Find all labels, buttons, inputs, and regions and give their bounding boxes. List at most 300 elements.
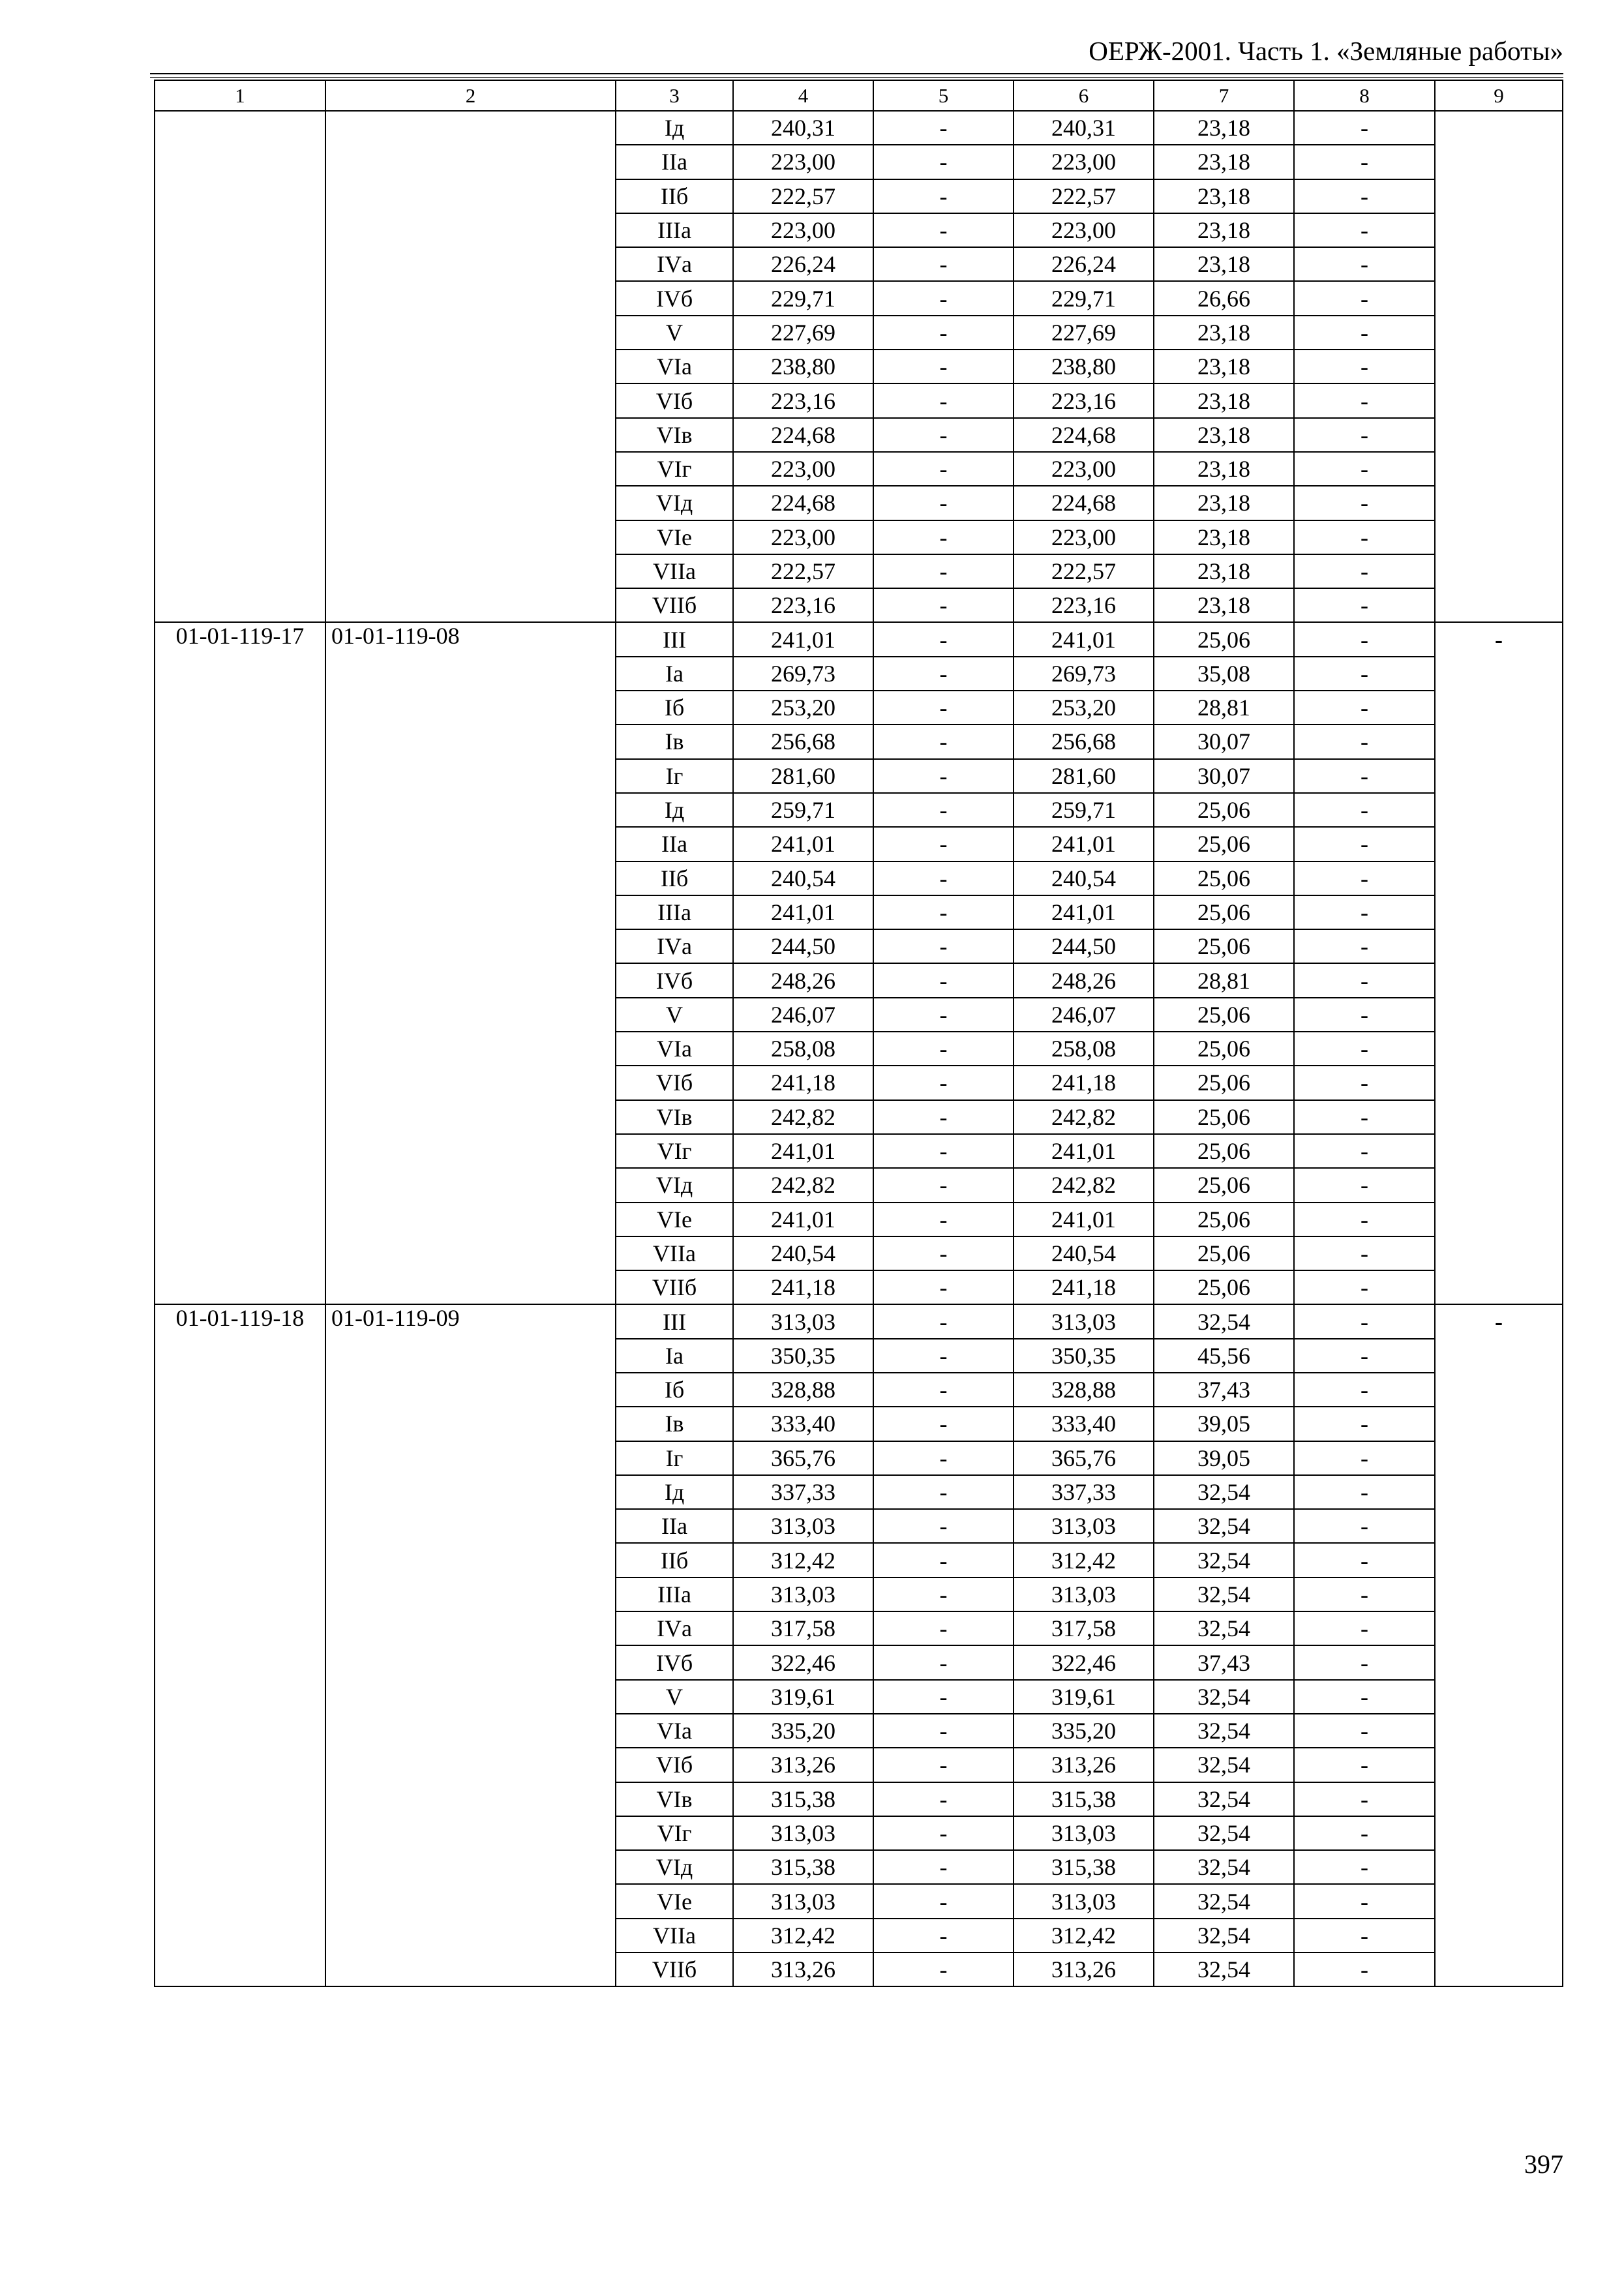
value-cell: 241,01: [733, 1134, 873, 1168]
category-cell: Iв: [616, 725, 733, 758]
value-cell: -: [873, 1270, 1014, 1304]
value-cell: 223,16: [1014, 383, 1154, 417]
category-cell: Iг: [616, 1441, 733, 1475]
value-cell: 32,54: [1154, 1919, 1294, 1952]
value-cell: -: [873, 1611, 1014, 1645]
value-cell: -: [873, 418, 1014, 452]
value-cell: -: [873, 1680, 1014, 1714]
value-cell: 281,60: [1014, 759, 1154, 793]
value-cell: 313,26: [1014, 1952, 1154, 1986]
value-cell: -: [873, 622, 1014, 656]
value-cell: 45,56: [1154, 1339, 1294, 1373]
value-cell: 242,82: [733, 1100, 873, 1134]
column-number-row: [155, 80, 1563, 111]
value-cell: 25,06: [1154, 1236, 1294, 1270]
category-cell: VIв: [616, 1100, 733, 1134]
value-cell: 335,20: [733, 1714, 873, 1748]
page-number: 397: [1524, 2149, 1563, 2179]
value-cell: 317,58: [1014, 1611, 1154, 1645]
category-cell: VIе: [616, 520, 733, 554]
value-cell: 248,26: [1014, 963, 1154, 997]
category-cell: VIе: [616, 1884, 733, 1918]
value-cell: 241,01: [1014, 1203, 1154, 1236]
value-cell: 25,06: [1154, 929, 1294, 963]
value-cell: 313,03: [733, 1578, 873, 1611]
value-cell: 39,05: [1154, 1441, 1294, 1475]
value-cell: 25,06: [1154, 1270, 1294, 1304]
value-cell: -: [1294, 1611, 1435, 1645]
value-cell: -: [1294, 588, 1435, 622]
value-cell: 224,68: [733, 418, 873, 452]
value-cell: 37,43: [1154, 1373, 1294, 1407]
value-cell: -: [873, 486, 1014, 520]
value-cell: 28,81: [1154, 963, 1294, 997]
value-cell: -: [1294, 1236, 1435, 1270]
category-cell: IIб: [616, 861, 733, 895]
value-cell: -: [1294, 827, 1435, 861]
category-cell: IVа: [616, 929, 733, 963]
value-cell: 259,71: [1014, 793, 1154, 827]
value-cell: 32,54: [1154, 1748, 1294, 1782]
code-cell: 01-01-119-17: [155, 622, 325, 1304]
value-cell: -: [1294, 1270, 1435, 1304]
value-cell: -: [873, 1543, 1014, 1577]
value-cell: -: [873, 691, 1014, 725]
value-cell: 224,68: [733, 486, 873, 520]
value-cell: -: [873, 861, 1014, 895]
value-cell: -: [873, 1714, 1014, 1748]
category-cell: IIа: [616, 827, 733, 861]
value-cell: 224,68: [1014, 418, 1154, 452]
value-cell: -: [1294, 861, 1435, 895]
value-cell: 23,18: [1154, 418, 1294, 452]
value-cell: -: [873, 1373, 1014, 1407]
value-cell: 32,54: [1154, 1782, 1294, 1816]
value-cell: -: [873, 759, 1014, 793]
value-cell: 269,73: [733, 657, 873, 691]
value-cell: -: [1294, 1168, 1435, 1202]
value-cell: 313,03: [733, 1884, 873, 1918]
value-cell: -: [873, 350, 1014, 383]
value-cell: 312,42: [733, 1543, 873, 1577]
value-cell: 337,33: [1014, 1475, 1154, 1509]
value-cell: 23,18: [1154, 111, 1294, 145]
value-cell: -: [1294, 1850, 1435, 1884]
column-number: 5: [873, 80, 1014, 111]
value-cell: -: [1294, 929, 1435, 963]
value-cell: 240,31: [733, 111, 873, 145]
value-cell: -: [1294, 111, 1435, 145]
value-cell: -: [873, 1134, 1014, 1168]
value-cell: -: [1294, 1407, 1435, 1441]
category-cell: VIа: [616, 350, 733, 383]
value-cell: 223,00: [733, 213, 873, 247]
value-cell: -: [1294, 1543, 1435, 1577]
value-cell: 23,18: [1154, 520, 1294, 554]
value-cell: 242,82: [1014, 1168, 1154, 1202]
value-cell: 322,46: [733, 1645, 873, 1679]
value-cell: -: [1294, 1816, 1435, 1850]
value-cell: -: [873, 281, 1014, 315]
value-cell: 35,08: [1154, 657, 1294, 691]
value-cell: 32,54: [1154, 1509, 1294, 1543]
value-cell: -: [1294, 316, 1435, 350]
value-cell: 246,07: [733, 998, 873, 1032]
category-cell: VIIб: [616, 1270, 733, 1304]
value-cell: 241,18: [733, 1066, 873, 1100]
value-cell: 23,18: [1154, 452, 1294, 486]
value-cell: 223,16: [1014, 588, 1154, 622]
value-cell: -: [873, 383, 1014, 417]
value-cell: -: [1294, 1509, 1435, 1543]
code-cell: 01-01-119-18: [155, 1304, 325, 1986]
value-cell: 222,57: [733, 179, 873, 213]
category-cell: VIа: [616, 1714, 733, 1748]
category-cell: Iа: [616, 657, 733, 691]
value-cell: -: [1294, 179, 1435, 213]
value-cell: 25,06: [1154, 1032, 1294, 1066]
value-cell: -: [873, 1816, 1014, 1850]
value-cell: -: [873, 1168, 1014, 1202]
value-cell: -: [873, 247, 1014, 281]
column-number: 3: [616, 80, 733, 111]
value-cell: 241,01: [1014, 827, 1154, 861]
value-cell: -: [873, 1952, 1014, 1986]
value-cell: 313,26: [733, 1748, 873, 1782]
category-cell: IIIа: [616, 895, 733, 929]
value-cell: 229,71: [733, 281, 873, 315]
value-cell: 241,18: [733, 1270, 873, 1304]
value-cell: -: [1294, 1373, 1435, 1407]
value-cell: -: [873, 588, 1014, 622]
value-cell: 241,18: [1014, 1066, 1154, 1100]
value-cell: -: [1294, 554, 1435, 588]
value-cell: -: [873, 1475, 1014, 1509]
table-row: [155, 622, 1563, 656]
value-cell: 246,07: [1014, 998, 1154, 1032]
value-cell: -: [1294, 281, 1435, 315]
value-cell: 241,01: [733, 1203, 873, 1236]
value-cell: 313,03: [733, 1816, 873, 1850]
value-cell: 241,01: [1014, 1134, 1154, 1168]
value-cell: -: [873, 213, 1014, 247]
value-cell: -: [1294, 895, 1435, 929]
value-cell: -: [873, 963, 1014, 997]
value-cell: 259,71: [733, 793, 873, 827]
value-cell: -: [873, 452, 1014, 486]
value-cell: -: [873, 1919, 1014, 1952]
category-cell: IIб: [616, 179, 733, 213]
value-cell: -: [873, 1441, 1014, 1475]
value-cell: 23,18: [1154, 554, 1294, 588]
value-cell: -: [1294, 520, 1435, 554]
value-cell: 312,42: [1014, 1919, 1154, 1952]
value-cell: -: [1294, 383, 1435, 417]
value-cell: 313,03: [1014, 1816, 1154, 1850]
value-cell: 315,38: [1014, 1782, 1154, 1816]
category-cell: VIб: [616, 1748, 733, 1782]
value-cell: 241,18: [1014, 1270, 1154, 1304]
value-cell: 25,06: [1154, 827, 1294, 861]
value-cell: 223,16: [733, 588, 873, 622]
value-cell: 32,54: [1154, 1816, 1294, 1850]
category-cell: Iа: [616, 1339, 733, 1373]
value-cell: 240,54: [1014, 861, 1154, 895]
header-rule: [150, 73, 1563, 78]
value-cell: 315,38: [1014, 1850, 1154, 1884]
value-cell: -: [1294, 1884, 1435, 1918]
value-cell: -: [1294, 1066, 1435, 1100]
value-cell: 229,71: [1014, 281, 1154, 315]
value-cell: 241,01: [733, 622, 873, 656]
value-cell: -: [873, 657, 1014, 691]
value-cell: -: [873, 554, 1014, 588]
value-cell: 30,07: [1154, 725, 1294, 758]
value-cell: 32,54: [1154, 1952, 1294, 1986]
value-cell: -: [1294, 691, 1435, 725]
value-cell: 256,68: [1014, 725, 1154, 758]
value-cell: 226,24: [733, 247, 873, 281]
category-cell: VIе: [616, 1203, 733, 1236]
value-cell: 32,54: [1154, 1884, 1294, 1918]
value-cell: -: [873, 1748, 1014, 1782]
column-number: 9: [1435, 80, 1563, 111]
value-cell: -: [873, 145, 1014, 179]
value-cell: -: [1294, 486, 1435, 520]
value-cell: 317,58: [733, 1611, 873, 1645]
category-cell: IVа: [616, 247, 733, 281]
value-cell: 328,88: [1014, 1373, 1154, 1407]
category-cell: V: [616, 316, 733, 350]
value-cell: -: [1294, 1578, 1435, 1611]
category-cell: VIIа: [616, 1236, 733, 1270]
category-cell: VIIа: [616, 1919, 733, 1952]
value-cell: 23,18: [1154, 179, 1294, 213]
value-cell: 30,07: [1154, 759, 1294, 793]
value-cell: 269,73: [1014, 657, 1154, 691]
value-cell: -: [1294, 1475, 1435, 1509]
value-cell: -: [1294, 1441, 1435, 1475]
column9-cell: [1435, 111, 1563, 622]
value-cell: 223,00: [1014, 213, 1154, 247]
value-cell: 32,54: [1154, 1304, 1294, 1338]
value-cell: 319,61: [733, 1680, 873, 1714]
value-cell: 32,54: [1154, 1578, 1294, 1611]
value-cell: 37,43: [1154, 1645, 1294, 1679]
value-cell: 242,82: [1014, 1100, 1154, 1134]
value-cell: 23,18: [1154, 316, 1294, 350]
value-cell: -: [1294, 145, 1435, 179]
value-cell: -: [873, 1100, 1014, 1134]
value-cell: 23,18: [1154, 350, 1294, 383]
value-cell: 256,68: [733, 725, 873, 758]
column-number: 8: [1294, 80, 1435, 111]
value-cell: -: [1294, 1032, 1435, 1066]
value-cell: 26,66: [1154, 281, 1294, 315]
value-cell: -: [1294, 247, 1435, 281]
reference-code-cell: 01-01-119-08: [325, 622, 616, 1304]
value-cell: 365,76: [733, 1441, 873, 1475]
value-cell: 238,80: [1014, 350, 1154, 383]
value-cell: 32,54: [1154, 1611, 1294, 1645]
table-body: [155, 111, 1563, 1986]
value-cell: 313,03: [1014, 1304, 1154, 1338]
category-cell: VIIб: [616, 588, 733, 622]
category-cell: VIд: [616, 1850, 733, 1884]
value-cell: 240,54: [733, 1236, 873, 1270]
table-row: [155, 111, 1563, 145]
value-cell: 242,82: [733, 1168, 873, 1202]
value-cell: -: [873, 1645, 1014, 1679]
value-cell: 23,18: [1154, 247, 1294, 281]
category-cell: VIб: [616, 1066, 733, 1100]
value-cell: 240,31: [1014, 111, 1154, 145]
value-cell: 28,81: [1154, 691, 1294, 725]
value-cell: -: [873, 1304, 1014, 1338]
category-cell: Iд: [616, 793, 733, 827]
value-cell: 32,54: [1154, 1850, 1294, 1884]
value-cell: -: [873, 1407, 1014, 1441]
value-cell: 224,68: [1014, 486, 1154, 520]
value-cell: 315,38: [733, 1850, 873, 1884]
value-cell: 39,05: [1154, 1407, 1294, 1441]
value-cell: -: [873, 1578, 1014, 1611]
value-cell: 241,01: [733, 895, 873, 929]
value-cell: 23,18: [1154, 383, 1294, 417]
category-cell: Iд: [616, 1475, 733, 1509]
value-cell: 25,06: [1154, 895, 1294, 929]
value-cell: 25,06: [1154, 622, 1294, 656]
rates-table: [154, 80, 1563, 1987]
value-cell: 240,54: [733, 861, 873, 895]
value-cell: -: [873, 1782, 1014, 1816]
value-cell: -: [873, 1509, 1014, 1543]
value-cell: 253,20: [1014, 691, 1154, 725]
table-row: [155, 1304, 1563, 1338]
reference-code-cell: 01-01-119-09: [325, 1304, 616, 1986]
value-cell: -: [873, 1339, 1014, 1373]
value-cell: 322,46: [1014, 1645, 1154, 1679]
column-number: 7: [1154, 80, 1294, 111]
reference-code-cell: [325, 111, 616, 622]
value-cell: 313,03: [1014, 1578, 1154, 1611]
value-cell: 313,03: [733, 1304, 873, 1338]
value-cell: -: [1294, 963, 1435, 997]
value-cell: 244,50: [733, 929, 873, 963]
category-cell: Iв: [616, 1407, 733, 1441]
value-cell: 241,01: [733, 827, 873, 861]
category-cell: Iб: [616, 1373, 733, 1407]
value-cell: 313,03: [1014, 1884, 1154, 1918]
value-cell: -: [1294, 418, 1435, 452]
category-cell: VIа: [616, 1032, 733, 1066]
value-cell: 223,00: [733, 520, 873, 554]
category-cell: VIIа: [616, 554, 733, 588]
value-cell: -: [873, 1236, 1014, 1270]
value-cell: -: [1294, 1748, 1435, 1782]
value-cell: 313,03: [1014, 1509, 1154, 1543]
category-cell: V: [616, 1680, 733, 1714]
value-cell: -: [1294, 1782, 1435, 1816]
value-cell: 227,69: [733, 316, 873, 350]
category-cell: IVб: [616, 281, 733, 315]
category-cell: IVб: [616, 963, 733, 997]
column-number: 4: [733, 80, 873, 111]
value-cell: 223,00: [733, 145, 873, 179]
value-cell: -: [1294, 998, 1435, 1032]
value-cell: 227,69: [1014, 316, 1154, 350]
category-cell: IVа: [616, 1611, 733, 1645]
category-cell: V: [616, 998, 733, 1032]
value-cell: 313,03: [733, 1509, 873, 1543]
page-header-title: ОЕРЖ-2001. Часть 1. «Земляные работы»: [1089, 36, 1563, 66]
value-cell: 350,35: [1014, 1339, 1154, 1373]
value-cell: 319,61: [1014, 1680, 1154, 1714]
value-cell: 241,01: [1014, 895, 1154, 929]
value-cell: 248,26: [733, 963, 873, 997]
value-cell: -: [1294, 759, 1435, 793]
value-cell: -: [873, 1066, 1014, 1100]
value-cell: 313,26: [1014, 1748, 1154, 1782]
value-cell: -: [1294, 213, 1435, 247]
value-cell: -: [1294, 1339, 1435, 1373]
value-cell: -: [873, 895, 1014, 929]
value-cell: 365,76: [1014, 1441, 1154, 1475]
value-cell: 312,42: [733, 1919, 873, 1952]
value-cell: 223,00: [733, 452, 873, 486]
value-cell: -: [1294, 1952, 1435, 1986]
category-cell: VIд: [616, 1168, 733, 1202]
value-cell: 25,06: [1154, 1100, 1294, 1134]
value-cell: -: [873, 111, 1014, 145]
column-number: 1: [155, 80, 325, 111]
value-cell: 222,57: [733, 554, 873, 588]
value-cell: 25,06: [1154, 1134, 1294, 1168]
value-cell: -: [1294, 725, 1435, 758]
value-cell: -: [1294, 1304, 1435, 1338]
category-cell: IVб: [616, 1645, 733, 1679]
value-cell: 25,06: [1154, 998, 1294, 1032]
category-cell: VIг: [616, 1816, 733, 1850]
category-cell: VIг: [616, 452, 733, 486]
column9-cell: -: [1435, 622, 1563, 1304]
value-cell: 241,01: [1014, 622, 1154, 656]
value-cell: 23,18: [1154, 213, 1294, 247]
value-cell: -: [1294, 452, 1435, 486]
value-cell: -: [1294, 1134, 1435, 1168]
category-cell: IIIа: [616, 1578, 733, 1611]
value-cell: -: [873, 725, 1014, 758]
value-cell: -: [1294, 1714, 1435, 1748]
value-cell: 226,24: [1014, 247, 1154, 281]
value-cell: 222,57: [1014, 179, 1154, 213]
category-cell: VIIб: [616, 1952, 733, 1986]
value-cell: -: [1294, 1100, 1435, 1134]
value-cell: -: [873, 929, 1014, 963]
code-cell: [155, 111, 325, 622]
value-cell: 258,08: [733, 1032, 873, 1066]
value-cell: 328,88: [733, 1373, 873, 1407]
value-cell: 32,54: [1154, 1714, 1294, 1748]
category-cell: VIб: [616, 383, 733, 417]
category-cell: IIа: [616, 145, 733, 179]
category-cell: VIв: [616, 1782, 733, 1816]
value-cell: 23,18: [1154, 145, 1294, 179]
column-number: 6: [1014, 80, 1154, 111]
value-cell: 223,16: [733, 383, 873, 417]
value-cell: -: [873, 520, 1014, 554]
category-cell: Iб: [616, 691, 733, 725]
